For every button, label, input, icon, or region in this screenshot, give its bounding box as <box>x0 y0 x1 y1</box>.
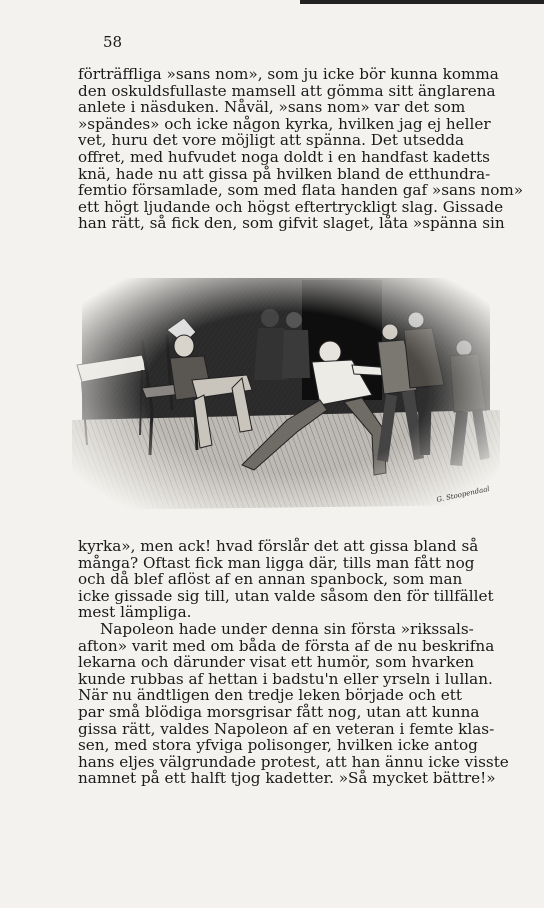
paragraph-body <box>78 538 498 621</box>
text-line: förträffliga »sans nom», som ju icke bör kunna komma <box>78 65 499 83</box>
paragraph-bottom <box>78 537 509 788</box>
text-line: namnet på ett halft tjog kadetter. »Så mycket bättre!» <box>78 769 496 788</box>
text-line: han rätt, så fick den, som gifvit slaget, låta »spänna sin <box>78 214 505 233</box>
text-line: ett högt ljudande och högst eftertryckligt slag. Gissade <box>78 197 504 216</box>
paragraph-body <box>78 619 509 788</box>
illustration <box>72 270 500 515</box>
paragraph-body <box>78 65 524 233</box>
text-line: vet, huru det vore möjligt att spänna. Det utsedda <box>78 131 465 150</box>
text-line: många? Oftast fick man ligga där, tills man fått nog <box>78 553 475 572</box>
text-line: knä, hade nu att gissa på hvilken bland de etthundra- <box>78 164 491 183</box>
text-line: offret, med hufvudet noga doldt i en handfast kadetts <box>78 147 490 166</box>
illustration-drawing <box>72 270 500 515</box>
text-line: par små blödiga morsgrisar fått nog, utan att kunna <box>78 702 480 721</box>
page-number: 58 <box>103 33 123 51</box>
text-line: lekarna och därunder visat ett humör, som hvarken <box>78 653 475 672</box>
text-line: »spändes» och icke någon kyrka, hvilken jag ej heller <box>78 114 491 133</box>
text-line: den oskuldsfullaste mamsell att gömma sitt änglarena <box>78 81 496 100</box>
paragraph-top <box>78 65 524 233</box>
text-line: Napoleon hade under denna sin första »rikssals- <box>100 619 474 638</box>
text-line: hans eljes välgrundade protest, att han ännu icke visste <box>78 752 509 771</box>
text-line: sen, med stora yfviga polisonger, hvilken icke antog <box>78 736 478 755</box>
text-line: kunde rubbas af hettan i badstu'n eller yrseln i lullan. <box>78 669 493 688</box>
text-line: femtio församlade, som med flata handen gaf »sans nom» <box>78 181 524 200</box>
text-line: anlete i näsduken. Nåväl, »sans nom» var det som <box>78 98 466 117</box>
text-line: icke gissade sig till, utan valde såsom den för tillfället <box>78 586 494 605</box>
text-line: När nu ändtligen den tredje leken började och ett <box>78 686 462 705</box>
artist-signature: G. Stoopendaal <box>435 484 491 504</box>
top-rule <box>300 0 544 4</box>
text-line: afton» varit med om båda de första af de nu beskrifna <box>78 636 495 655</box>
text-line: mest lämpliga. <box>78 603 192 622</box>
text-line: gissa rätt, valdes Napoleon af en veteran i femte klas- <box>78 719 495 738</box>
text-line: kyrka», men ack! hvad förslår det att gissa bland så <box>78 537 479 555</box>
text-line: och då blef aflöst af en annan spanbock, som man <box>78 570 463 589</box>
